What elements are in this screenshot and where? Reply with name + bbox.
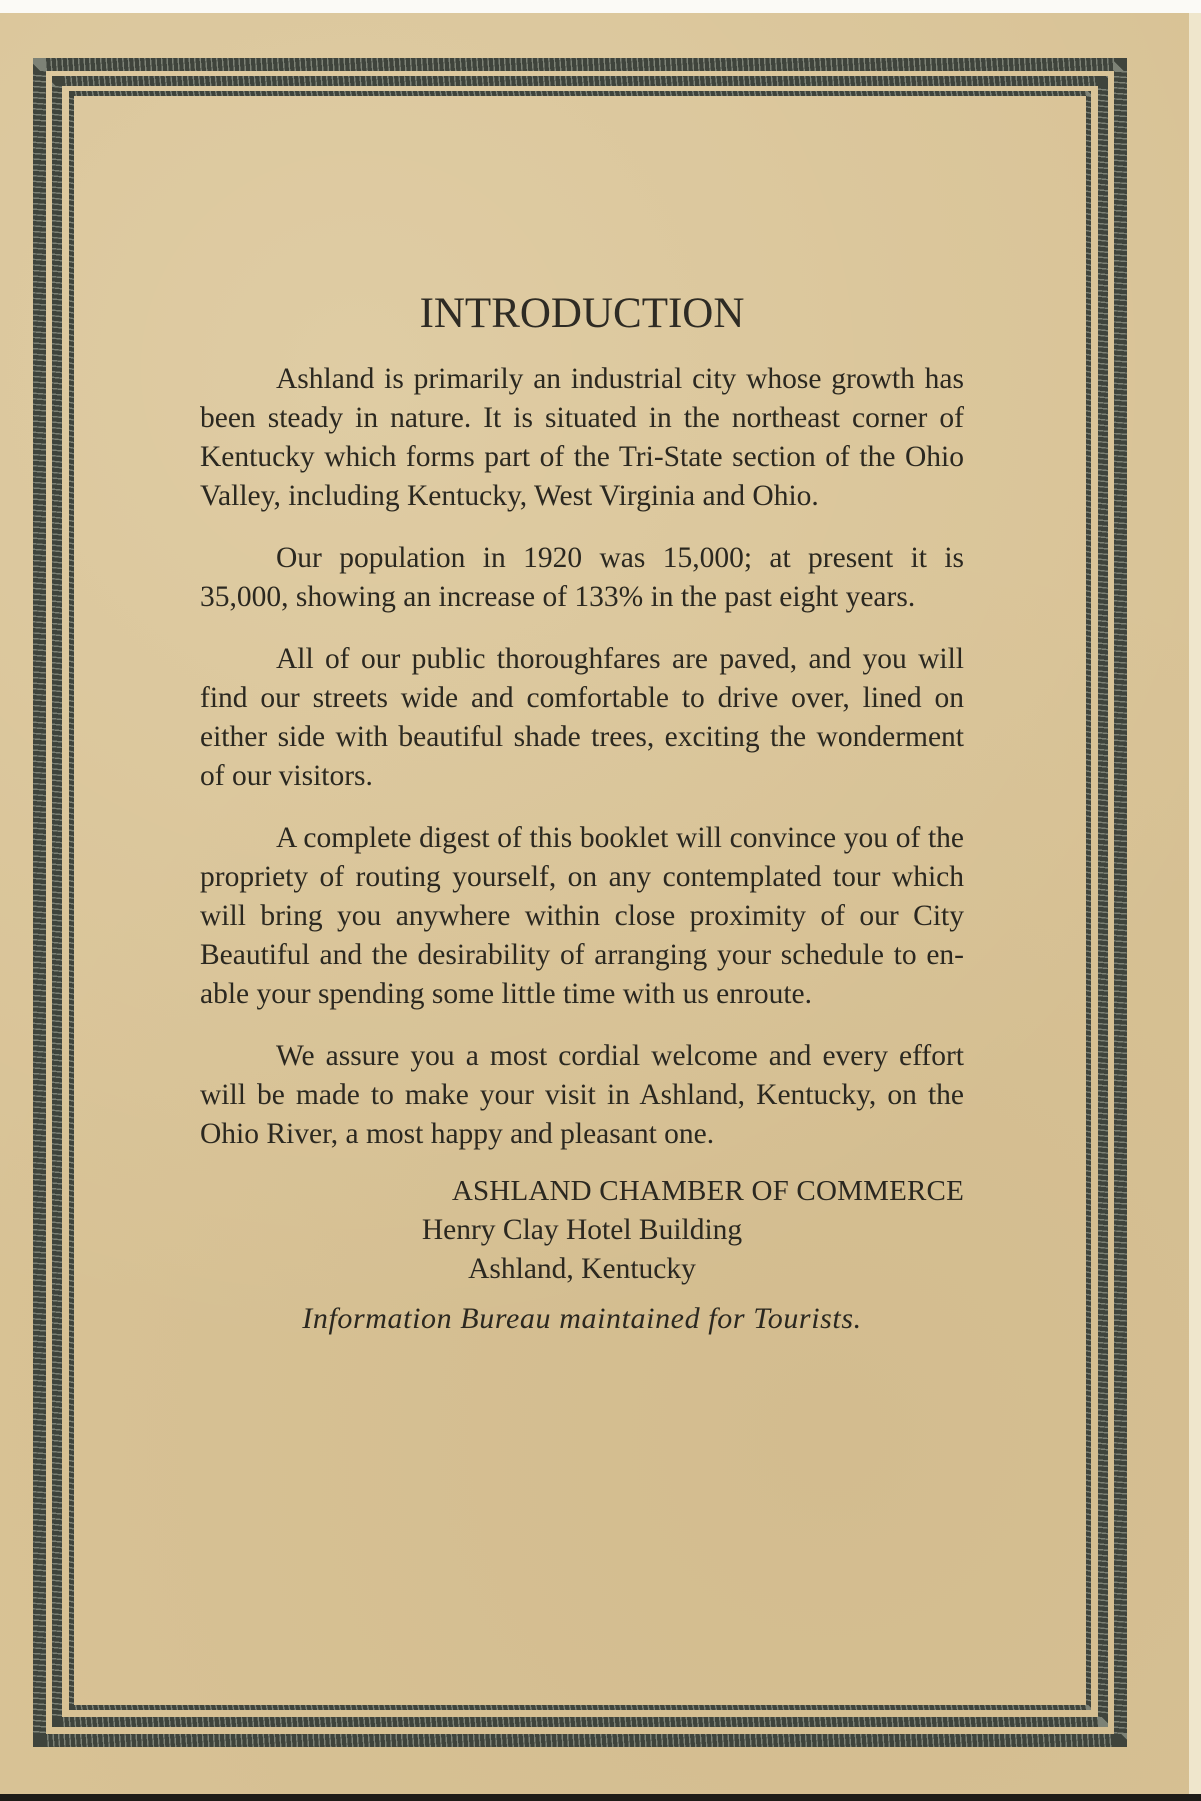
scan-top-margin bbox=[0, 0, 1201, 13]
paragraph-welcome: We assure you a most cordial welcome and every effort will be made to make your visit in Ashland, Kentucky, on the Ohio River, a most happy and pleasant one. bbox=[200, 1040, 964, 1150]
signature-building: Henry Clay Hotel Building bbox=[421, 1214, 743, 1246]
paragraph-digest: A complete digest of this booklet will convince you of the propriety of routing yourself, on any contemplated tour which will bring you anywhere within close proximity of our City Beautiful and the desirability of arranging your schedule to en-able your spending some little time with us enroute. bbox=[200, 822, 964, 1010]
scan-bottom-edge bbox=[0, 1794, 1201, 1801]
signature-city: Ashland, Kentucky bbox=[468, 1253, 696, 1285]
information-bureau-note: Information Bureau maintained for Tourists. bbox=[302, 1302, 862, 1335]
scan-right-margin bbox=[1189, 13, 1201, 1794]
page-content bbox=[200, 290, 964, 1338]
signature-organization: ASHLAND CHAMBER OF COMMERCE bbox=[451, 1175, 964, 1207]
page-title: INTRODUCTION bbox=[419, 290, 745, 337]
paragraph-population: Our population in 1920 was 15,000; at present it is 35,000, showing an increase of 133% in the past eight years. bbox=[200, 542, 964, 613]
paragraph-intro: Ashland is primarily an industrial city whose growth has been steady in nature. It is situated in the northeast corner of Kentucky which forms part of the Tri-State section of the Ohio Valley, including Kentucky, West Virginia and Ohio. bbox=[200, 363, 964, 512]
paragraph-streets: All of our public thoroughfares are paved, and you will find our streets wide and comfortable to drive over, lined on either side with beautiful shade trees, exciting the wonderment of our visitors. bbox=[200, 643, 964, 792]
